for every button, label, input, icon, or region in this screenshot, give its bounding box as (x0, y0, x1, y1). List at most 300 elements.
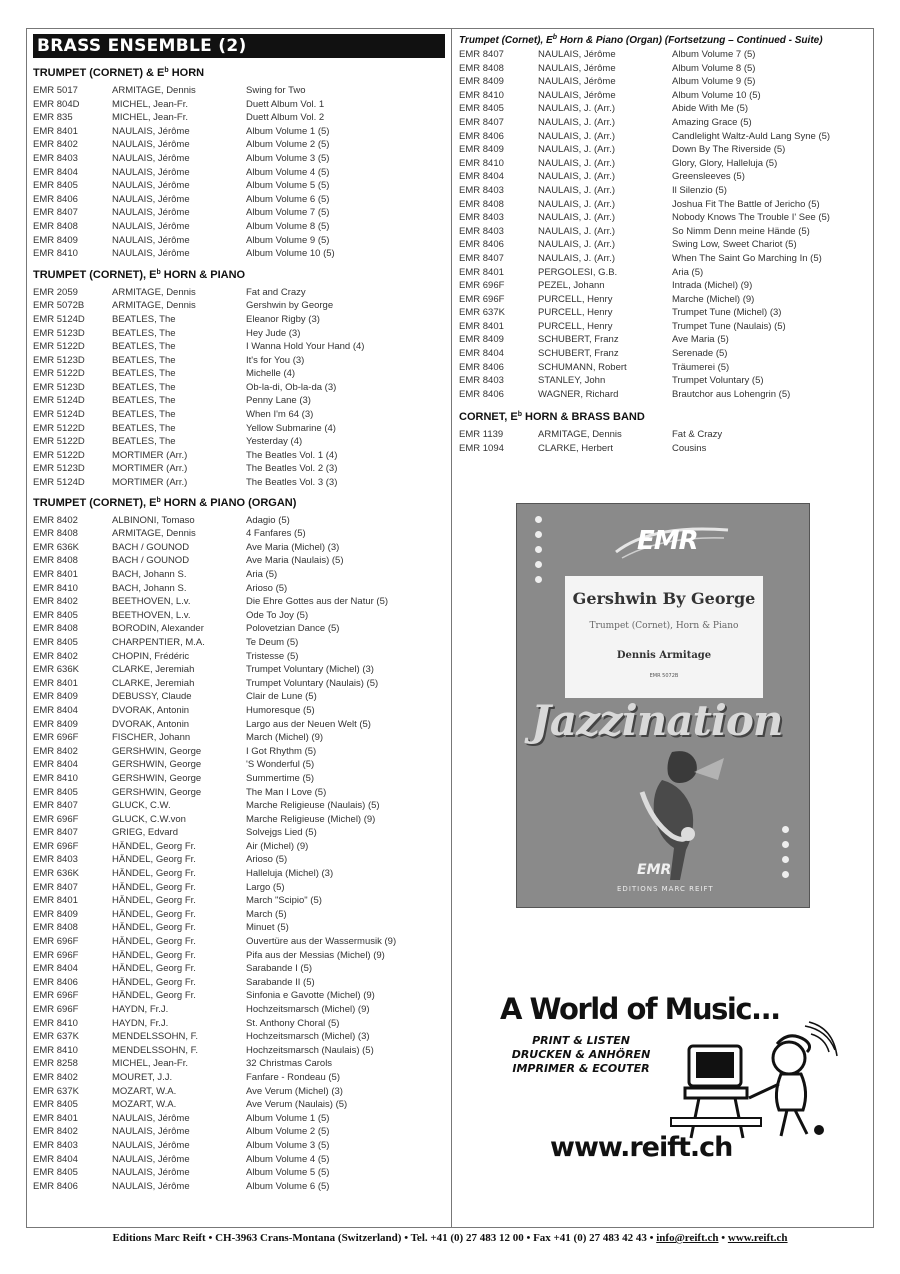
catalog-row (33, 636, 445, 650)
catalog-code: EMR 696F (33, 813, 79, 825)
catalog-row (459, 48, 869, 62)
title: Clair de Lune (5) (246, 691, 317, 703)
catalog-code: EMR 8403 (459, 184, 504, 196)
footer-separator: • (718, 1232, 728, 1244)
catalog-code: EMR 8405 (33, 636, 78, 648)
catalog-code: EMR 8409 (33, 908, 78, 920)
catalog-row (459, 102, 869, 116)
composer: BEETHOVEN, L.v. (112, 609, 191, 621)
composer: HÄNDEL, Georg Fr. (112, 908, 196, 920)
title: Album Volume 6 (5) (246, 193, 330, 205)
title: Yellow Submarine (4) (246, 422, 336, 434)
title: When I'm 64 (3) (246, 409, 314, 421)
composer: NAULAIS, Jérôme (112, 152, 190, 164)
title: Album Volume 3 (5) (246, 1139, 330, 1151)
catalog-row (33, 786, 445, 800)
catalog-code: EMR 8410 (459, 157, 504, 169)
catalog-code: EMR 696F (33, 936, 79, 948)
catalog-list (459, 48, 869, 401)
title: Album Volume 8 (5) (246, 220, 330, 232)
composer: BACH, Johann S. (112, 569, 187, 580)
title: Penny Lane (3) (246, 395, 311, 407)
catalog-code: EMR 696F (33, 949, 79, 961)
title: Hochzeitsmarsch (Naulais) (5) (246, 1044, 374, 1056)
title: Album Volume 10 (5) (672, 89, 761, 101)
catalog-row (33, 247, 445, 261)
catalog-code: EMR 636K (33, 664, 79, 676)
composer: GLUCK, C.W. (112, 800, 171, 812)
title: Halleluja (Michel) (3) (246, 868, 334, 880)
title: March "Scipio" (5) (246, 895, 322, 907)
catalog-code: EMR 5124D (33, 409, 85, 421)
catalog-row (459, 143, 869, 157)
title: Ave Maria (Michel) (3) (246, 541, 340, 553)
composer: PURCELL, Henry (538, 293, 613, 305)
composer: CHARPENTIER, M.A. (112, 636, 205, 648)
catalog-code: EMR 8404 (33, 963, 78, 975)
cover-title: Gershwin By George (572, 589, 756, 608)
composer: NAULAIS, Jérôme (112, 1180, 190, 1192)
catalog-row (33, 462, 445, 476)
title: The Beatles Vol. 2 (3) (246, 463, 338, 475)
catalog-code: EMR 8407 (33, 827, 78, 839)
catalog-row (459, 184, 869, 198)
catalog-code: EMR 8406 (33, 1180, 78, 1192)
composer: NAULAIS, J. (Arr.) (538, 239, 616, 251)
title: Träumerei (5) (672, 361, 730, 373)
catalog-row (33, 772, 445, 786)
composer: HÄNDEL, Georg Fr. (112, 868, 196, 880)
title: Hochzeitsmarsch (Michel) (9) (246, 1004, 370, 1015)
catalog-row (33, 1044, 445, 1058)
title: Album Volume 9 (5) (672, 76, 756, 88)
series-title: Jazzination (531, 696, 783, 745)
composer: NAULAIS, Jérôme (112, 180, 190, 192)
catalog-code: EMR 8402 (33, 596, 78, 608)
catalog-code: EMR 5123D (33, 327, 85, 339)
composer: CHOPIN, Frédéric (112, 650, 190, 662)
catalog-code: EMR 8407 (33, 800, 78, 812)
catalog-row (33, 894, 445, 908)
catalog-code: EMR 5123D (33, 381, 85, 393)
footer-text: Editions Marc Reift • CH-3963 Crans-Montana (Switzerland) • Tel. +41 (0) 27 483 12 00 • Fax +41 (0) 27 483 42 43 • (112, 1232, 657, 1244)
title: March (Michel) (9) (246, 732, 324, 744)
emr-logo: EMR (637, 526, 698, 556)
catalog-code: EMR 5122D (33, 341, 85, 353)
catalog-row (33, 554, 445, 568)
title: When The Saint Go Marching In (5) (672, 252, 822, 264)
composer: CLARKE, Herbert (538, 443, 613, 455)
title: Ave Maria (5) (672, 334, 729, 346)
catalog-row (33, 745, 445, 759)
catalog-code: EMR 8405 (33, 1099, 78, 1111)
composer: NAULAIS, Jérôme (112, 220, 190, 232)
catalog-row (33, 622, 445, 636)
title: Album Volume 2 (5) (246, 1126, 330, 1138)
composer: HÄNDEL, Georg Fr. (112, 895, 196, 907)
title: Album Volume 1 (5) (246, 1112, 330, 1124)
catalog-row (33, 449, 445, 463)
composer: BEATLES, The (112, 395, 176, 407)
catalog-row (33, 1139, 445, 1153)
catalog-code: EMR 8402 (33, 514, 78, 526)
title: Marche Religieuse (Michel) (9) (246, 813, 376, 825)
composer: NAULAIS, Jérôme (538, 89, 616, 101)
composer: BEATLES, The (112, 436, 176, 448)
catalog-code: EMR 637K (33, 1085, 79, 1097)
catalog-code: EMR 8407 (33, 881, 78, 893)
catalog-row (33, 84, 445, 98)
catalog-row (459, 157, 869, 171)
composer: NAULAIS, Jérôme (112, 1139, 190, 1151)
catalog-code: EMR 8402 (33, 1126, 78, 1138)
composer: NAULAIS, Jérôme (112, 125, 190, 137)
title: Album Volume 6 (5) (246, 1180, 330, 1192)
catalog-row (33, 935, 445, 949)
catalog-code: EMR 8404 (459, 348, 504, 360)
catalog-code: EMR 8409 (459, 76, 504, 88)
catalog-code: EMR 8401 (33, 1112, 78, 1124)
catalog-code: EMR 8401 (459, 320, 504, 332)
title: Adagio (5) (246, 514, 290, 526)
title: I Wanna Hold Your Hand (4) (246, 341, 365, 353)
composer: GLUCK, C.W.von (112, 813, 186, 825)
composer: BEATLES, The (112, 341, 176, 353)
composer: SCHUMANN, Robert (538, 361, 627, 373)
catalog-code: EMR 8406 (459, 388, 504, 400)
composer: MICHEL, Jean-Fr. (112, 112, 189, 124)
composer: DEBUSSY, Claude (112, 691, 192, 703)
title: 32 Christmas Carols (246, 1058, 333, 1070)
title: Arioso (5) (246, 582, 288, 594)
catalog-row (459, 361, 869, 375)
catalog-code: EMR 8405 (33, 786, 78, 798)
catalog-code: EMR 1139 (459, 429, 504, 441)
catalog-row (33, 1166, 445, 1180)
catalog-row (33, 718, 445, 732)
composer: DVORAK, Antonin (112, 704, 190, 716)
composer: BEATLES, The (112, 327, 176, 339)
catalog-row (459, 293, 869, 307)
catalog-row (459, 75, 869, 89)
composer: NAULAIS, J. (Arr.) (538, 252, 616, 264)
composer: DVORAK, Antonin (112, 718, 190, 730)
footer-web-link[interactable]: www.reift.ch (727, 1232, 788, 1244)
composer: NAULAIS, J. (Arr.) (538, 225, 616, 237)
composer: HÄNDEL, Georg Fr. (112, 840, 196, 852)
title: Album Volume 7 (5) (672, 49, 756, 60)
composer: NAULAIS, J. (Arr.) (538, 184, 616, 196)
title: Album Volume 8 (5) (672, 62, 756, 74)
composer: HÄNDEL, Georg Fr. (112, 963, 196, 975)
catalog-row (33, 758, 445, 772)
catalog-row (33, 663, 445, 677)
composer: NAULAIS, Jérôme (112, 207, 190, 219)
catalog-row (33, 582, 445, 596)
title: Solvejgs Lied (5) (246, 827, 317, 839)
catalog-code: EMR 8409 (459, 334, 504, 346)
composer: BEATLES, The (112, 381, 176, 393)
catalog-code: EMR 8410 (33, 248, 78, 260)
catalog-code: EMR 8404 (33, 759, 78, 771)
catalog-row (459, 374, 869, 388)
catalog-row (33, 1125, 445, 1139)
catalog-row (459, 211, 869, 225)
title: The Beatles Vol. 3 (3) (246, 477, 338, 489)
composer: NAULAIS, Jérôme (538, 49, 616, 60)
catalog-code: EMR 8403 (459, 212, 504, 224)
catalog-row (33, 1180, 445, 1194)
catalog-row (33, 299, 445, 313)
composer: HÄNDEL, Georg Fr. (112, 854, 196, 866)
title: Brautchor aus Lohengrin (5) (672, 388, 791, 400)
catalog-row (33, 381, 445, 395)
catalog-row (33, 1017, 445, 1031)
title: Sarabande I (5) (246, 963, 313, 975)
title: Sinfonia e Gavotte (Michel) (9) (246, 990, 375, 1002)
catalog-code: EMR 5122D (33, 368, 85, 380)
composer: PERGOLESI, G.B. (538, 266, 618, 278)
section-title: Trumpet (Cornet), $E^b$ Horn & Piano (Organ) (Fortsetzung – Continued - Suite) (459, 34, 823, 46)
composer: PURCELL, Henry (538, 320, 613, 332)
catalog-code: EMR 804D (33, 98, 80, 110)
ad-line: PRINT & LISTEN (532, 1034, 630, 1047)
catalog-code: EMR 5072B (33, 300, 85, 312)
catalog-row (33, 962, 445, 976)
catalog-row (33, 166, 445, 180)
title: Album Volume 1 (5) (246, 125, 330, 137)
catalog-code: EMR 8406 (459, 361, 504, 373)
composer: NAULAIS, Jérôme (112, 248, 190, 260)
title: Swing Low, Sweet Chariot (5) (672, 239, 797, 251)
catalog-code: EMR 8408 (459, 198, 504, 210)
catalog-code: EMR 8404 (459, 171, 504, 183)
title: Joshua Fit The Battle of Jericho (5) (672, 198, 820, 210)
catalog-row (33, 908, 445, 922)
catalog-row (33, 853, 445, 867)
catalog-code: EMR 8407 (459, 252, 504, 264)
catalog-code: EMR 696F (459, 280, 505, 292)
title: Te Deum (5) (246, 636, 299, 648)
catalog-row (33, 354, 445, 368)
catalog-row (33, 541, 445, 555)
catalog-code: EMR 696F (459, 293, 505, 305)
composer: MORTIMER (Arr.) (112, 463, 188, 475)
catalog-code: EMR 8406 (33, 193, 78, 205)
title: Serenade (5) (672, 348, 728, 360)
catalog-row (33, 394, 445, 408)
catalog-code: EMR 5123D (33, 354, 85, 366)
catalog-code: EMR 8403 (459, 375, 504, 387)
catalog-code: EMR 5123D (33, 463, 85, 475)
composer: BACH / GOUNOD (112, 541, 190, 553)
catalog-code: EMR 8401 (33, 677, 78, 689)
catalog-code: EMR 8408 (33, 555, 78, 567)
composer: NAULAIS, Jérôme (112, 1126, 190, 1138)
title: Album Volume 3 (5) (246, 152, 330, 164)
composer: MICHEL, Jean-Fr. (112, 98, 189, 110)
section-continued (459, 34, 869, 401)
catalog-code: EMR 8402 (33, 139, 78, 151)
catalog-code: EMR 835 (33, 112, 73, 124)
cover-footer-logo: EMR (637, 862, 672, 878)
title: Largo (5) (246, 881, 285, 893)
catalog-row (33, 286, 445, 300)
composer: GERSHWIN, George (112, 745, 202, 757)
title: Ave Verum (Michel) (3) (246, 1085, 343, 1097)
catalog-row (33, 367, 445, 381)
catalog-code: EMR 8401 (33, 569, 78, 580)
composer: GERSHWIN, George (112, 759, 202, 771)
catalog-row (33, 340, 445, 354)
catalog-row (459, 442, 869, 456)
catalog-code: EMR 696F (33, 840, 79, 852)
composer: STANLEY, John (538, 375, 606, 387)
title: Amazing Grace (5) (672, 116, 752, 128)
catalog-row (33, 813, 445, 827)
title: The Man I Love (5) (246, 786, 327, 798)
composer: HÄNDEL, Georg Fr. (112, 922, 196, 934)
title: Swing for Two (246, 85, 306, 96)
title: Album Volume 4 (5) (246, 166, 330, 178)
composer: MENDELSSOHN, F. (112, 1044, 199, 1056)
section-brass-band (459, 411, 869, 455)
catalog-row (33, 313, 445, 327)
catalog-code: EMR 636K (33, 541, 79, 553)
catalog-row (33, 422, 445, 436)
title: March (5) (246, 908, 287, 920)
ad-taglines (496, 1034, 666, 1076)
title: Humoresque (5) (246, 704, 315, 716)
title: Sarabande II (5) (246, 976, 315, 988)
composer: ARMITAGE, Dennis (538, 429, 622, 441)
catalog-row (459, 198, 869, 212)
catalog-row (459, 238, 869, 252)
section-title: TRUMPET (CORNET) & $E^b$ HORN (33, 67, 205, 79)
catalog-row (459, 306, 869, 320)
catalog-row (33, 840, 445, 854)
catalog-row (459, 89, 869, 103)
composer: ARMITAGE, Dennis (112, 300, 196, 312)
title: Trumpet Voluntary (Michel) (3) (246, 664, 374, 676)
title: Trumpet Voluntary (Naulais) (5) (246, 677, 379, 689)
catalog-row (33, 138, 445, 152)
saxophonist-icon (602, 742, 732, 882)
section-trumpet-horn (33, 67, 445, 261)
catalog-code: EMR 8401 (33, 895, 78, 907)
catalog-code: EMR 8402 (33, 745, 78, 757)
composer: NAULAIS, J. (Arr.) (538, 212, 616, 224)
composer: HÄNDEL, Georg Fr. (112, 976, 196, 988)
title: I Got Rhythm (5) (246, 745, 317, 757)
catalog-row (33, 179, 445, 193)
ad-line: IMPRIMER & ECOUTER (512, 1062, 650, 1075)
ad-url[interactable]: www.reift.ch (550, 1132, 733, 1163)
title: The Beatles Vol. 1 (4) (246, 449, 338, 461)
catalog-code: EMR 5122D (33, 422, 85, 434)
catalog-row (33, 220, 445, 234)
catalog-row (33, 867, 445, 881)
title: Ave Verum (Naulais) (5) (246, 1099, 348, 1111)
catalog-row (33, 125, 445, 139)
title: Ob-la-di, Ob-la-da (3) (246, 381, 337, 393)
catalog-row (459, 62, 869, 76)
title: Yesterday (4) (246, 436, 303, 448)
catalog-row (33, 921, 445, 935)
title: Album Volume 9 (5) (246, 234, 330, 246)
catalog-code: EMR 8410 (33, 582, 78, 594)
page-banner: BRASS ENSEMBLE (2) (33, 34, 445, 58)
catalog-list (33, 514, 445, 1194)
catalog-row (459, 252, 869, 266)
composer: MOZART, W.A. (112, 1099, 177, 1111)
title: Trumpet Tune (Naulais) (5) (672, 320, 786, 332)
title: Aria (5) (672, 266, 704, 278)
catalog-row (33, 595, 445, 609)
catalog-code: EMR 8258 (33, 1058, 78, 1070)
catalog-code: EMR 8408 (33, 220, 78, 232)
section-trumpet-horn-piano-organ (33, 497, 445, 1194)
title: Album Volume 5 (5) (246, 180, 330, 192)
catalog-row (33, 826, 445, 840)
catalog-row (33, 1112, 445, 1126)
catalog-row (459, 170, 869, 184)
composer: NAULAIS, Jérôme (112, 139, 190, 151)
catalog-row (459, 130, 869, 144)
title: 4 Fanfares (5) (246, 528, 306, 540)
catalog-row (33, 234, 445, 248)
catalog-code: EMR 8408 (33, 528, 78, 540)
right-column (459, 34, 869, 456)
composer: NAULAIS, J. (Arr.) (538, 116, 616, 128)
catalog-row (33, 1057, 445, 1071)
catalog-code: EMR 637K (33, 1031, 79, 1043)
catalog-row (33, 976, 445, 990)
catalog-code: EMR 5124D (33, 395, 85, 407)
composer: NAULAIS, J. (Arr.) (538, 103, 616, 115)
catalog-code: EMR 8405 (33, 1167, 78, 1179)
title: Abide With Me (5) (672, 103, 749, 115)
catalog-row (33, 650, 445, 664)
catalog-list (459, 428, 869, 455)
composer: PEZEL, Johann (538, 280, 605, 292)
title: Hochzeitsmarsch (Michel) (3) (246, 1031, 370, 1043)
composer: BEATLES, The (112, 422, 176, 434)
title: It's for You (3) (246, 354, 305, 366)
footer-email-link[interactable]: info@reift.ch (656, 1232, 719, 1244)
catalog-list (33, 84, 445, 261)
advertisement (494, 988, 839, 1173)
title: Album Volume 4 (5) (246, 1153, 330, 1165)
catalog-row (33, 949, 445, 963)
catalog-code: EMR 5122D (33, 449, 85, 461)
title: Intrada (Michel) (9) (672, 280, 753, 292)
composer: ARMITAGE, Dennis (112, 528, 196, 540)
catalog-row (33, 327, 445, 341)
title: Polovetzian Dance (5) (246, 623, 340, 635)
catalog-code: EMR 8404 (33, 166, 78, 178)
title: Marche (Michel) (9) (672, 293, 755, 305)
cover-code: EMR 5072B (649, 673, 679, 679)
composer: MOURET, J.J. (112, 1071, 173, 1083)
composer: GRIEG, Edvard (112, 827, 178, 839)
catalog-row (33, 98, 445, 112)
cover-footer: EDITIONS MARC REIFT (617, 885, 714, 893)
catalog-code: EMR 8408 (459, 62, 504, 74)
catalog-row (33, 408, 445, 422)
catalog-row (459, 266, 869, 280)
catalog-code: EMR 8402 (33, 650, 78, 662)
